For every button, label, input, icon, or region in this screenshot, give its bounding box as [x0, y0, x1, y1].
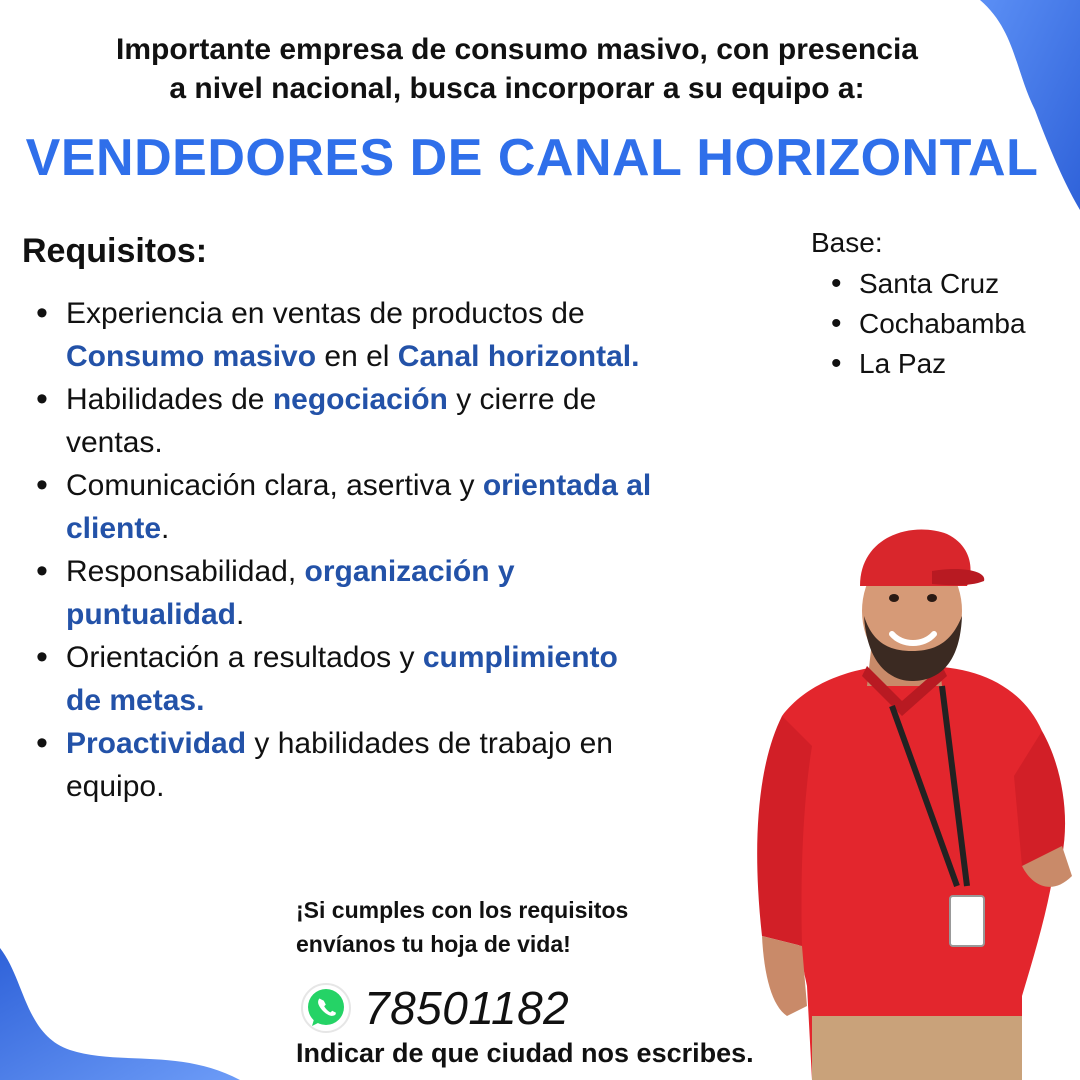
- city-list: [811, 264, 1026, 384]
- requirements-heading: Requisitos:: [22, 232, 208, 270]
- requirement-item: [36, 464, 656, 550]
- requirement-highlight: Consumo masivo: [66, 340, 317, 373]
- intro-line-1: Importante empresa de consumo masivo, con presencia: [116, 33, 918, 66]
- contact-row: [300, 980, 569, 1036]
- requirement-item: [36, 636, 656, 722]
- whatsapp-icon: [300, 982, 352, 1034]
- base-locations: [811, 226, 1026, 384]
- city-item: • Santa Cruz: [811, 264, 1026, 304]
- requirement-text: Orientación a resultados y: [66, 641, 423, 674]
- requirement-highlight: Proactividad: [66, 727, 247, 760]
- requirement-text: y habilidades de trabajo en equipo.: [66, 727, 613, 803]
- requirement-text: y cierre de ventas.: [66, 383, 597, 459]
- intro-text: [0, 30, 1034, 108]
- requirement-text: Experiencia en ventas de productos de: [66, 297, 585, 330]
- requirement-highlight: organización y puntualidad: [66, 555, 515, 631]
- requirement-highlight: orientada al cliente: [66, 469, 652, 545]
- city-item: • La Paz: [811, 344, 1026, 384]
- requirement-highlight: Canal horizontal.: [397, 340, 640, 373]
- base-label: Base:: [811, 227, 883, 258]
- requirements-list: [36, 292, 656, 808]
- job-title: VENDEDORES DE CANAL HORIZONTAL: [25, 129, 1039, 187]
- requirement-text: Comunicación clara, asertiva y: [66, 469, 483, 502]
- city-item: • Cochabamba: [811, 304, 1026, 344]
- requirement-item: [36, 378, 656, 464]
- requirement-text: en el: [316, 340, 398, 373]
- requirement-highlight: negociación: [272, 383, 448, 416]
- requirement-item: [36, 722, 656, 808]
- requirement-item: [36, 550, 656, 636]
- requirement-text: Responsabilidad,: [66, 555, 305, 588]
- requirement-text: .: [161, 512, 170, 545]
- cta-line-2: envíanos tu hoja de vida!: [296, 931, 571, 957]
- requirement-highlight: cumplimiento de metas.: [66, 641, 618, 717]
- requirement-text: .: [235, 598, 245, 631]
- requirement-item: [36, 292, 656, 378]
- cta-message: [296, 893, 628, 961]
- requirement-text: Habilidades de: [66, 383, 273, 416]
- salesman-photo: [752, 516, 1080, 1080]
- intro-line-2: a nivel nacional, busca incorporar a su equipo a:: [169, 72, 865, 105]
- phone-number[interactable]: 78501182: [364, 982, 570, 1034]
- bottom-left-wave-decoration: [0, 940, 260, 1080]
- footer-note: Indicar de que ciudad nos escribes.: [296, 1038, 754, 1068]
- cta-line-1: ¡Si cumples con los requisitos: [296, 897, 629, 923]
